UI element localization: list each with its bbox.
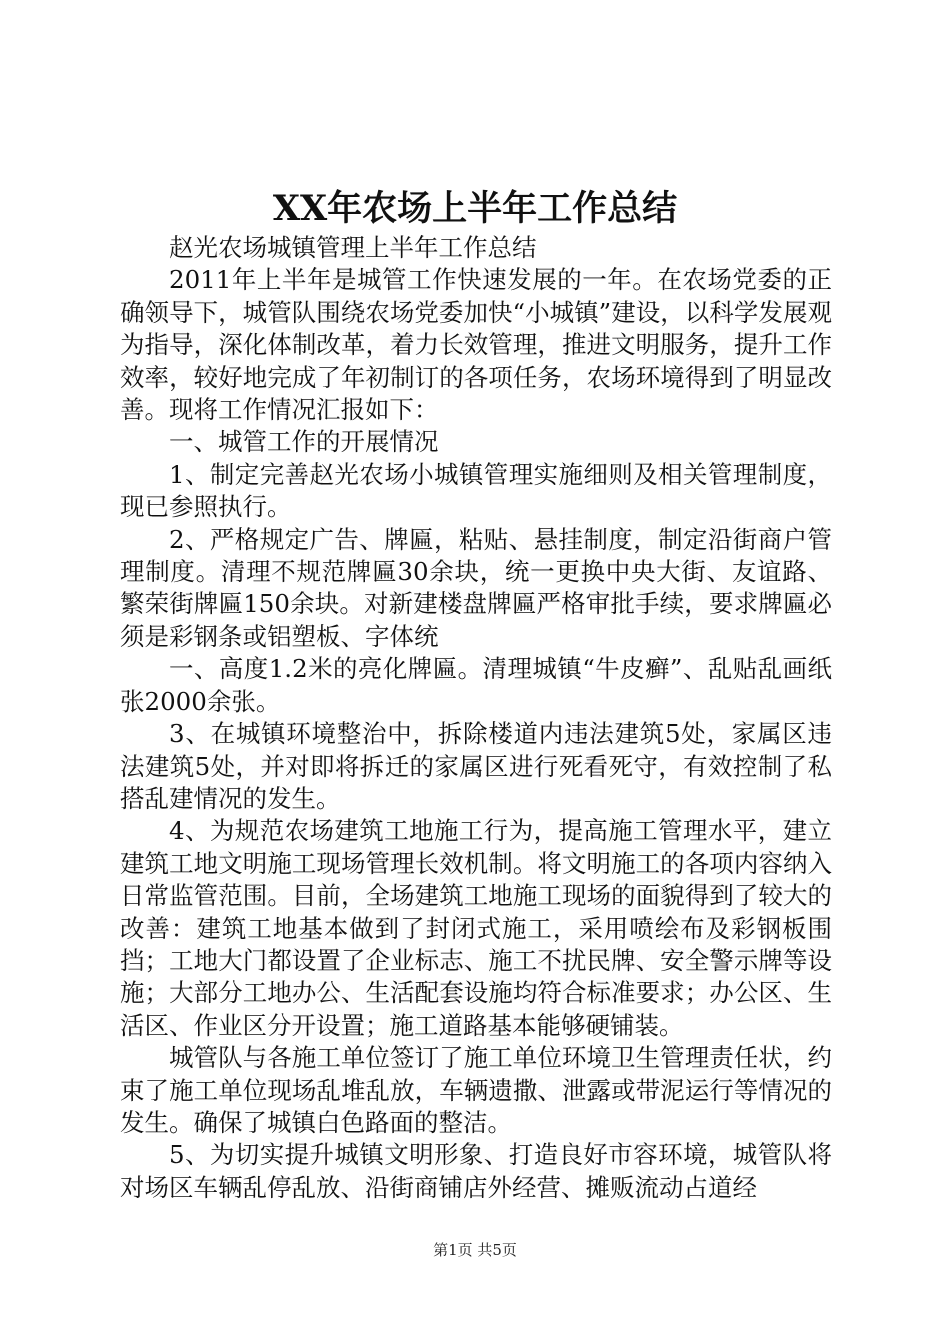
paragraph-item-2-continued: 一、高度1.2米的亮化牌匾。清理城镇“牛皮癣”、乱贴乱画纸张2000余张。: [120, 654, 832, 716]
paragraph-item-5: 5、为切实提升城镇文明形象、打造良好市容环境，城管队将对场区车辆乱停乱放、沿街商铺店外经营、摊贩流动占道经: [120, 1140, 832, 1202]
paragraph-item-1: 1、制定完善赵光农场小城镇管理实施细则及相关管理制度，现已参照执行。: [120, 459, 832, 522]
section-heading: 一、城管工作的开展情况: [169, 427, 439, 457]
paragraph-item-4-continued: 城管队与各施工单位签订了施工单位环境卫生管理责任状，约束了施工单位现场乱堆乱放，车辆遗撒、泄露或带泥运行等情况的发生。确保了城镇白色路面的整洁。: [120, 1043, 832, 1137]
paragraph-intro: 2011年上半年是城管工作快速发展的一年。在农场党委的正确领导下，城管队围绕农场党委加快“小城镇”建设，以科学发展观为指导，深化体制改革，着力长效管理，推进文明服务，提升工作效率，较好地完成了年初制订的各项任务，农场环境得到了明显改善。现将工作情况汇报如下：: [120, 265, 832, 425]
document-title: XX年农场上半年工作总结: [272, 188, 678, 229]
paragraph-item-4: 4、为规范农场建筑工地施工行为，提高施工管理水平，建立建筑工地文明施工现场管理长效机制。将文明施工的各项内容纳入日常监管范围。目前，全场建筑工地施工现场的面貌得到了较大的改善：建筑工地基本做到了封闭式施工，采用喷绘布及彩钢板围挡；工地大门都设置了企业标志、施工不扰民牌、安全警示牌等设施；大部分工地办公、生活配套设施均符合标准要求；办公区、生活区、作业区分开设置；施工道路基本能够硬铺装。: [120, 816, 832, 1040]
paragraph-subtitle: 赵光农场城镇管理上半年工作总结: [169, 233, 537, 262]
document-body: [120, 232, 832, 1204]
paragraph-item-2: 2、严格规定广告、牌匾，粘贴、悬挂制度，制定沿街商户管理制度。清理不规范牌匾30余块，统一更换中央大街、友谊路、繁荣街牌匾150余块。对新建楼盘牌匾严格审批手续，要求牌匾必须是彩钢条或铝塑板、字体统: [120, 524, 832, 651]
page-number-footer: 第1页 共5页: [433, 1241, 517, 1259]
paragraph-item-3: 3、在城镇环境整治中，拆除楼道内违法建筑5处，家属区违法建筑5处，并对即将拆迁的家属区进行死看死守，有效控制了私搭乱建情况的发生。: [120, 719, 832, 813]
